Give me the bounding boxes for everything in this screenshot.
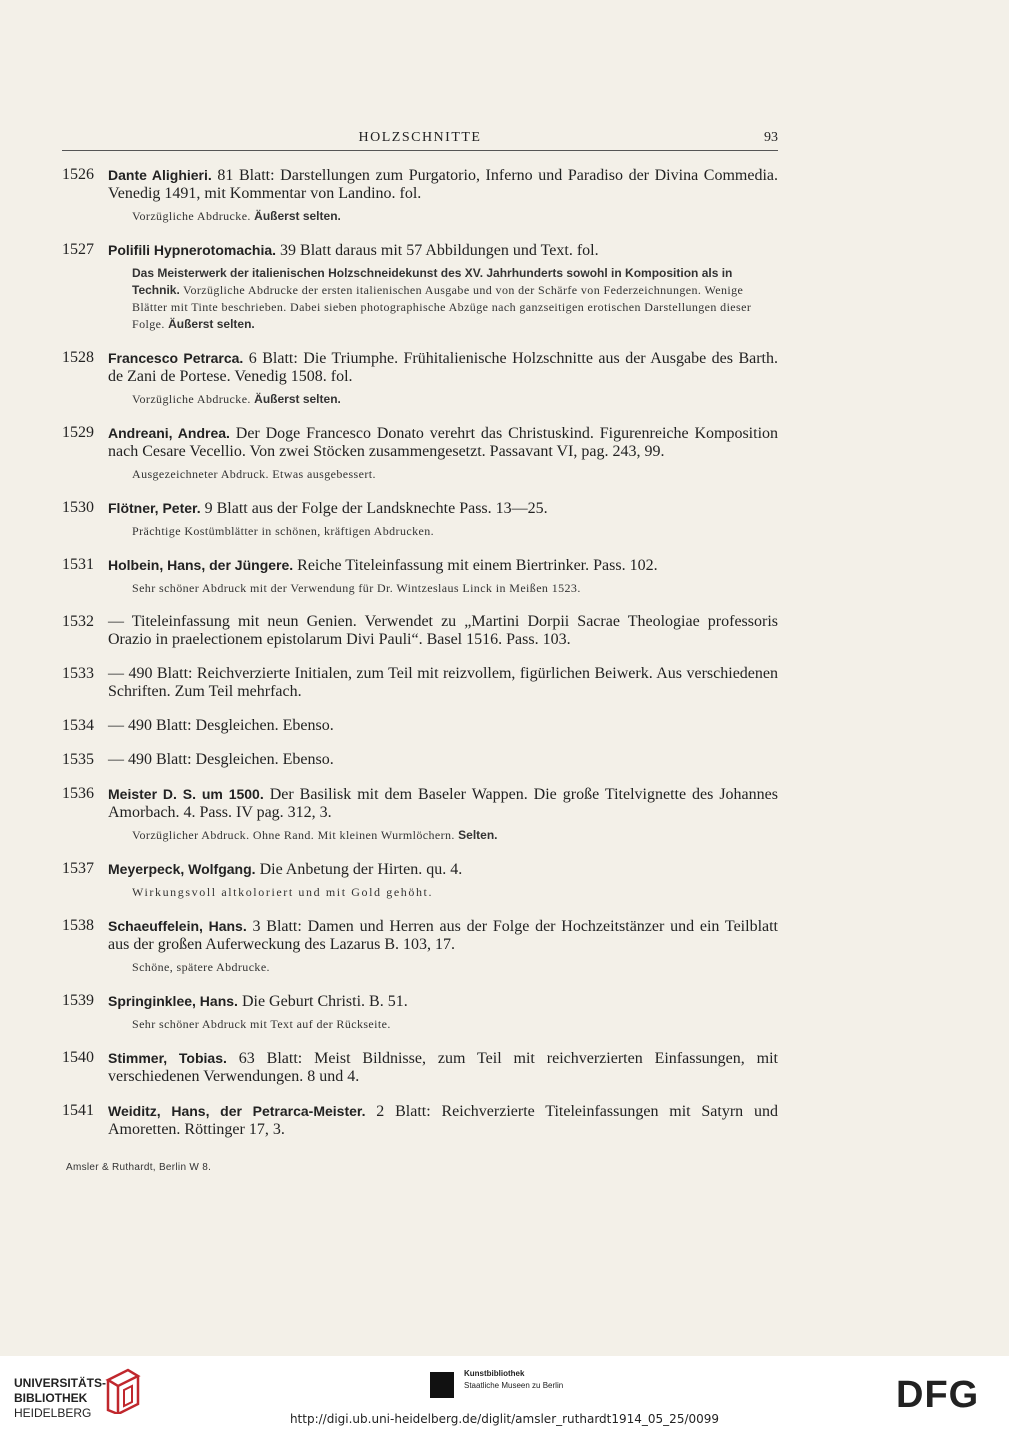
entry-1540 — [62, 1049, 778, 1086]
entry-body — [108, 717, 778, 735]
note-text: Vorzügliche Abdrucke. — [132, 209, 251, 223]
entry-text: Der Doge Francesco Donato verehrt das Christuskind. Figurenreiche Komposition nach Cesare Vecellio. Von zwei Stöcken zusammengesetzt. Passavant VI, pag. 243, 99. — [108, 425, 779, 460]
note-bold: Äußerst selten. — [250, 392, 341, 406]
library-line-2: BIBLIOTHEK — [14, 1391, 88, 1405]
entry-body — [108, 1102, 778, 1139]
entry-text: — 490 Blatt: Desgleichen. Ebenso. — [108, 751, 334, 768]
entry-text: 6 Blatt: Die Triumphe. Frühitalienische Holzschnitte aus der Ausgabe des Barth. de Zani de Portese. Venedig 1508. fol. — [108, 350, 778, 385]
entry-body — [108, 785, 778, 822]
entry-text: — 490 Blatt: Desgleichen. Ebenso. — [108, 717, 334, 734]
entry-number: 1537 — [62, 860, 94, 877]
entry-1530 — [62, 499, 778, 540]
entry-1537 — [62, 860, 778, 901]
entry-1533 — [62, 665, 778, 701]
entry-number: 1535 — [62, 751, 94, 768]
entry-number: 1529 — [62, 424, 94, 441]
note-text: Ausgezeichneter Abdruck. Etwas ausgebessert. — [132, 467, 376, 481]
library-line-1: UNIVERSITÄTS- — [14, 1376, 107, 1390]
entry-name: Schaeuffelein, Hans. — [108, 918, 247, 934]
entry-note — [132, 391, 778, 408]
entry-1536 — [62, 785, 778, 844]
entry-text: Die Anbetung der Hirten. qu. 4. — [255, 861, 463, 878]
entry-1539 — [62, 992, 778, 1033]
entry-number: 1532 — [62, 613, 94, 630]
entry-1527 — [62, 241, 778, 333]
entry-note — [132, 827, 778, 844]
entry-note — [132, 466, 778, 483]
note-text: Sehr schöner Abdruck mit der Verwendung für Dr. Wintzeslaus Linck in Meißen 1523. — [132, 581, 581, 595]
entry-number: 1533 — [62, 665, 94, 682]
note-lead: Das Meisterwerk der italienischen Holzschneidekunst des XV. Jahrhunderts sowohl in Komposition als in Technik. — [132, 266, 733, 297]
note-text: Schöne, spätere Abdrucke. — [132, 960, 270, 974]
entry-1531 — [62, 556, 778, 597]
entry-text: Reiche Titeleinfassung mit einem Biertrinker. Pass. 102. — [293, 557, 658, 574]
entry-note — [132, 959, 778, 976]
entry-name: Dante Alighieri. — [108, 167, 212, 183]
permalink-url[interactable]: http://digi.ub.uni-heidelberg.de/diglit/amsler_ruthardt1914_05_25/0099 — [289, 1412, 720, 1426]
entry-1534 — [62, 717, 778, 735]
entry-body — [108, 499, 778, 518]
entry-1529 — [62, 424, 778, 483]
entry-text: 81 Blatt: Darstellungen zum Purgatorio, Inferno und Paradiso der Divina Commedia. Venedig 1491, mit Kommentar von Landino. fol. — [108, 167, 778, 202]
entry-note — [132, 884, 778, 901]
entry-name: Holbein, Hans, der Jüngere. — [108, 557, 294, 573]
note-text: Prächtige Kostümblätter in schönen, kräftigen Abdrucken. — [132, 524, 434, 538]
entry-number: 1527 — [62, 241, 94, 258]
entry-1535 — [62, 751, 778, 769]
entry-body — [108, 424, 778, 461]
note-text: Vorzüglicher Abdruck. Ohne Rand. Mit kleinen Wurmlöchern. — [132, 828, 455, 842]
note-bold: Selten. — [454, 828, 498, 842]
digitization-footer — [0, 1356, 1009, 1430]
entry-name: Flötner, Peter. — [108, 500, 201, 516]
catalog-entries — [62, 166, 778, 1155]
note-bold: Äußerst selten. — [164, 317, 255, 331]
kunstbibliothek-mark-icon — [430, 1372, 454, 1398]
entry-body — [108, 556, 778, 575]
university-library-logo-icon — [104, 1366, 142, 1414]
entry-body — [108, 665, 778, 701]
entry-text: — Titeleinfassung mit neun Genien. Verwendet zu „Martini Dorpii Sacrae Theologiae professoris Orazio in praelectionem epistolarum Divi Pauli“. Basel 1516. Pass. 103. — [108, 613, 778, 648]
entry-number: 1539 — [62, 992, 94, 1009]
entry-body — [108, 992, 778, 1011]
entry-text: 9 Blatt aus der Folge der Landsknechte Pass. 13—25. — [200, 500, 548, 517]
entry-text: 2 Blatt: Reichverzierte Titeleinfassungen mit Satyrn und Amoretten. Röttinger 17, 3. — [108, 1103, 778, 1138]
entry-number: 1528 — [62, 349, 94, 366]
note-bold: Äußerst selten. — [250, 209, 341, 223]
entry-number: 1531 — [62, 556, 94, 573]
entry-1541 — [62, 1102, 778, 1139]
note-text: Sehr schöner Abdruck mit Text auf der Rückseite. — [132, 1017, 391, 1031]
entry-note — [132, 580, 778, 597]
entry-body — [108, 613, 778, 649]
entry-note — [132, 208, 778, 225]
entry-name: Weiditz, Hans, der Petrarca-Meister. — [108, 1103, 366, 1119]
entry-number: 1530 — [62, 499, 94, 516]
entry-number: 1541 — [62, 1102, 94, 1119]
library-line-3: HEIDELBERG — [14, 1406, 92, 1420]
entry-note — [132, 523, 778, 540]
entry-1538 — [62, 917, 778, 976]
entry-text: Die Geburt Christi. B. 51. — [237, 993, 408, 1010]
entry-name: Meister D. S. um 1500. — [108, 786, 264, 802]
entry-body — [108, 241, 778, 260]
entry-name: Stimmer, Tobias. — [108, 1050, 227, 1066]
dfg-logo: DFG — [896, 1374, 980, 1416]
entry-body — [108, 349, 778, 386]
note-text: Vorzügliche Abdrucke. — [132, 392, 251, 406]
entry-text: — 490 Blatt: Reichverzierte Initialen, zum Teil mit reizvollem, figürlichen Beiwerk. Aus verschiedenen Schriften. Zum Teil mehrfach. — [108, 665, 778, 700]
entry-note — [132, 265, 778, 333]
kb-name: Kunstbibliothek — [464, 1369, 525, 1378]
entry-text: 39 Blatt daraus mit 57 Abbildungen und Text. fol. — [276, 242, 599, 259]
note-text: Vorzügliche Abdrucke der ersten italienischen Ausgabe und von der Schärfe von Federzeichnungen. Wenige Blätter mit Tinte beschrieben. Dabei sieben photographische Abzüge nach ganzseitigen erotischen Darstellungen dieser Folge. — [132, 283, 752, 331]
page-number: 93 — [764, 130, 778, 145]
entry-body — [108, 917, 778, 954]
entry-number: 1536 — [62, 785, 94, 802]
running-title: HOLZSCHNITTE — [358, 130, 482, 145]
entry-body — [108, 860, 778, 879]
entry-name: Andreani, Andrea. — [108, 425, 230, 441]
page-header — [62, 128, 778, 151]
entry-1528 — [62, 349, 778, 408]
entry-name: Francesco Petrarca. — [108, 350, 244, 366]
entry-number: 1526 — [62, 166, 94, 183]
kb-subtitle: Staatliche Museen zu Berlin — [464, 1381, 564, 1390]
entry-body — [108, 166, 778, 203]
entry-number: 1538 — [62, 917, 94, 934]
entry-number: 1534 — [62, 717, 94, 734]
entry-text: 3 Blatt: Damen und Herren aus der Folge der Hochzeitstänzer und ein Teilblatt aus der großen Auferweckung des Lazarus B. 103, 17. — [108, 918, 779, 953]
entry-body — [108, 751, 778, 769]
entry-note — [132, 1016, 778, 1033]
entry-body — [108, 1049, 778, 1086]
entry-1526 — [62, 166, 778, 225]
entry-name: Meyerpeck, Wolfgang. — [108, 861, 256, 877]
entry-name: Springinklee, Hans. — [108, 993, 238, 1009]
entry-name: Polifili Hypnerotomachia. — [108, 242, 277, 258]
printer-imprint: Amsler & Ruthardt, Berlin W 8. — [66, 1162, 212, 1173]
entry-1532 — [62, 613, 778, 649]
entry-text: 63 Blatt: Meist Bildnisse, zum Teil mit reichverzierten Einfassungen, mit verschiedenen Verwendungen. 8 und 4. — [108, 1050, 778, 1085]
entry-text: Der Basilisk mit dem Baseler Wappen. Die große Titelvignette des Johannes Amorbach. 4. Pass. IV pag. 312, 3. — [108, 786, 778, 821]
entry-number: 1540 — [62, 1049, 94, 1066]
note-text: Wirkungsvoll altkoloriert und mit Gold gehöht. — [132, 885, 434, 899]
